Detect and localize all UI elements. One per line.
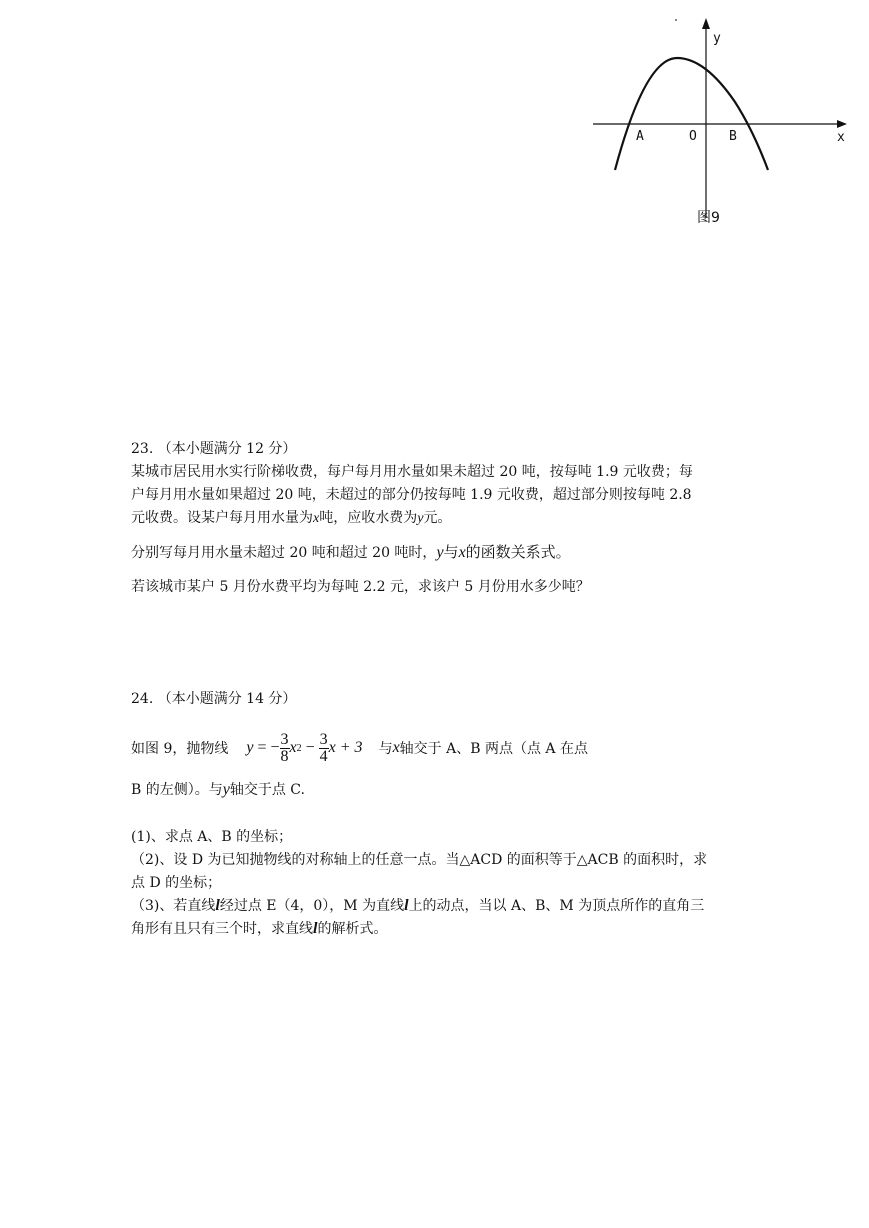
eq-tail: x + 3	[328, 739, 363, 756]
q24-sub-1: (1)、求点 A、B 的坐标；	[131, 829, 293, 845]
figure-9	[585, 10, 855, 235]
eq-equals: = −	[253, 739, 280, 756]
q24-text: 角形有且只有三个时，求直线	[131, 921, 313, 937]
q24-text: 上的动点，当以 A、B、M 为顶点所作的直角三	[408, 898, 705, 914]
fraction-denominator: 4	[319, 747, 328, 765]
var-y: y	[417, 511, 424, 526]
q23-text: 元。	[423, 510, 452, 526]
q24-intro-line-2	[131, 779, 305, 801]
fraction-numerator: 3	[280, 730, 289, 748]
var-x: x	[392, 739, 400, 756]
var-l: l	[215, 897, 220, 914]
fraction-3-8	[280, 732, 290, 765]
x-axis-arrow	[837, 120, 847, 128]
q23-text: 与	[443, 543, 459, 561]
q23-text: 分别写每月用水量未超过 20 吨和超过 20 吨时，	[131, 545, 437, 561]
q24-text: B 的左侧）。与	[131, 782, 223, 798]
fraction-denominator: 8	[280, 747, 289, 765]
q24-sub-3-line-2	[131, 918, 387, 940]
fraction-3-4	[319, 732, 329, 765]
q24-text: 经过点 E（4，0），M 为直线	[219, 898, 405, 914]
q23-paragraph-line-3	[131, 507, 451, 530]
q24-text: 轴交于点 C.	[229, 782, 305, 798]
figure-caption: 图9	[697, 210, 720, 226]
var-x: x	[313, 511, 320, 526]
eq-exponent: 2	[296, 742, 302, 754]
var-l: l	[313, 920, 318, 937]
eq-minus: −	[301, 739, 319, 756]
y-axis-arrow	[702, 18, 710, 29]
q23-text: 元收费。设某户每月用水量为	[131, 510, 313, 526]
q23-text: 的函数关系式。	[465, 543, 571, 561]
q24-text: 的解析式。	[317, 921, 388, 937]
eq-x: x	[289, 739, 297, 756]
point-a-label: A	[636, 129, 644, 144]
x-axis-label: x	[837, 130, 845, 145]
var-y: y	[222, 781, 230, 798]
q24-text: （3)、若直线	[131, 898, 216, 914]
q23-paragraph-line-2: 户每月用水量如果超过 20 吨，未超过的部分仍按每吨 1.9 元收费，超过部分则按每吨 2.8	[131, 487, 692, 503]
fraction-numerator: 3	[319, 730, 328, 748]
q24-sub-2-line-2: 点 D 的坐标；	[131, 875, 222, 891]
q24-intro-line-1	[131, 728, 588, 768]
q24-text: 如图 9，抛物线	[131, 741, 229, 757]
q23-part-2: 若该城市某户 5 月份水费平均为每吨 2.2 元，求该户 5 月份用水多少吨？	[131, 579, 590, 595]
var-y: y	[436, 544, 444, 561]
q24-sub-3-line-1	[131, 895, 704, 917]
point-b-label: B	[729, 129, 737, 144]
q24-text: 与	[378, 741, 393, 757]
q23-paragraph-line-1: 某城市居民用水实行阶梯收费，每户每月用水量如果未超过 20 吨，按每吨 1.9 元收费；每	[131, 464, 693, 480]
q24-sub-2-line-1: （2)、设 D 为已知抛物线的对称轴上的任意一点。当△ACD 的面积等于△ACB 的面积时，求	[131, 852, 708, 868]
q23-part-1	[131, 541, 571, 564]
q24-text: 轴交于 A、B 两点（点 A 在点	[399, 741, 588, 757]
y-axis-label: y	[713, 31, 721, 46]
q23-header: 23. （本小题满分 12 分）	[131, 441, 297, 457]
var-x: x	[458, 544, 466, 561]
parabola-curve	[615, 58, 768, 170]
var-l: l	[404, 897, 409, 914]
q23-text: 吨，应收水费为	[319, 510, 418, 526]
eq-y: y	[246, 739, 254, 756]
q24-header: 24. （本小题满分 14 分）	[131, 691, 297, 707]
parabola-equation	[246, 732, 362, 765]
origin-label: O	[689, 129, 697, 144]
